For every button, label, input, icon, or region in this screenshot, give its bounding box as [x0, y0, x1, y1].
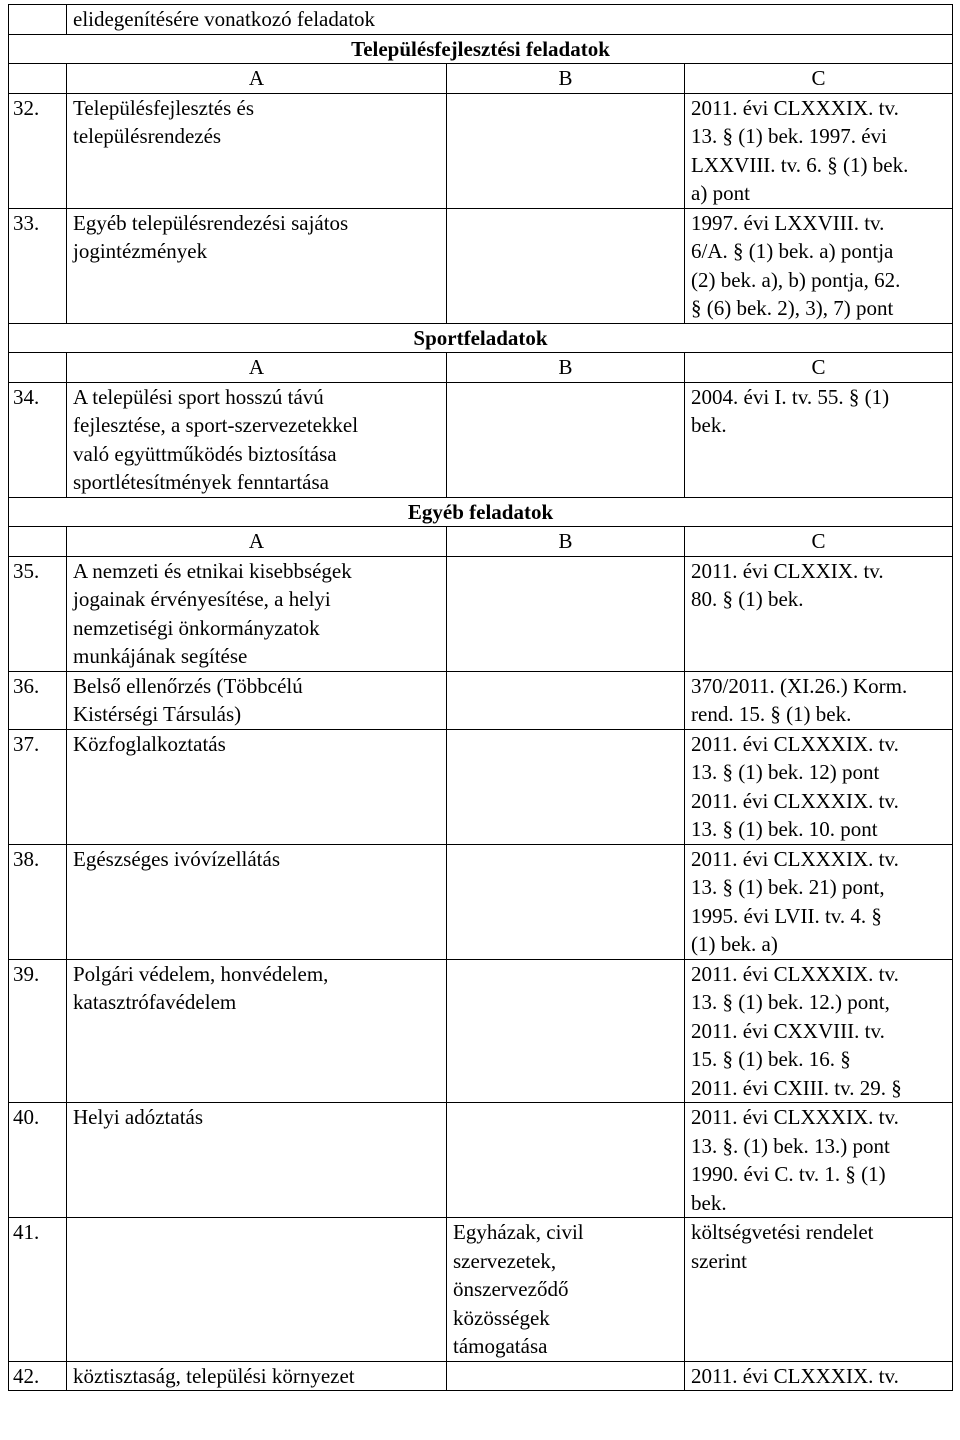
legal-basis-cell: 2011. évi CLXXXIX. tv. 13. § (1) bek. 12.) pont, 2011. évi CXXVIII. tv. 15. § (1) bek. 16. § 2011. évi CXIII. tv. 29. § — [685, 959, 953, 1103]
section-title: Egyéb feladatok — [9, 497, 953, 527]
table-row — [9, 844, 953, 959]
table-row — [9, 556, 953, 671]
table-row — [9, 959, 953, 1103]
task-cell-a: köztisztaság, települési környezet — [67, 1361, 447, 1391]
column-header-row — [9, 64, 953, 94]
task-cell-b — [447, 959, 685, 1103]
column-header-blank — [9, 353, 67, 383]
row-text: elidegenítésére vonatkozó feladatok — [67, 5, 953, 35]
column-header-blank — [9, 527, 67, 557]
task-cell-a: Közfoglalkoztatás — [67, 729, 447, 844]
column-header: A — [67, 64, 447, 94]
legal-basis-cell: 2011. évi CLXXXIX. tv. 13. § (1) bek. 1997. évi LXXVIII. tv. 6. § (1) bek. a) pont — [685, 93, 953, 208]
section-header-row — [9, 323, 953, 353]
legal-basis-cell: 1997. évi LXXVIII. tv. 6/A. § (1) bek. a) pontja (2) bek. a), b) pontja, 62. § (6) bek. 2), 3), 7) pont — [685, 208, 953, 323]
column-header: A — [67, 527, 447, 557]
column-header: B — [447, 527, 685, 557]
table-row — [9, 1361, 953, 1391]
legal-basis-cell: 2011. évi CLXXIX. tv. 80. § (1) bek. — [685, 556, 953, 671]
section-title: Településfejlesztési feladatok — [9, 34, 953, 64]
task-cell-a: Helyi adóztatás — [67, 1103, 447, 1218]
row-number: 40. — [9, 1103, 67, 1218]
section-title: Sportfeladatok — [9, 323, 953, 353]
task-cell-a: A nemzeti és etnikai kisebbségek jogainak érvényesítése, a helyi nemzetiségi önkormányzatok munkájának segítése — [67, 556, 447, 671]
table-row — [9, 1103, 953, 1218]
column-header: C — [685, 64, 953, 94]
task-cell-b: Egyházak, civil szervezetek, önszerveződő közösségek támogatása — [447, 1218, 685, 1362]
row-number: 35. — [9, 556, 67, 671]
row-number: 41. — [9, 1218, 67, 1362]
row-number: 42. — [9, 1361, 67, 1391]
task-cell-a: Polgári védelem, honvédelem, katasztrófavédelem — [67, 959, 447, 1103]
legal-basis-cell: 2004. évi I. tv. 55. § (1) bek. — [685, 382, 953, 497]
task-cell-b — [447, 1361, 685, 1391]
row-number: 33. — [9, 208, 67, 323]
table-row — [9, 208, 953, 323]
row-number — [9, 5, 67, 35]
row-number: 32. — [9, 93, 67, 208]
table-row — [9, 1218, 953, 1362]
task-cell-a — [67, 1218, 447, 1362]
task-cell-b — [447, 1103, 685, 1218]
column-header: B — [447, 64, 685, 94]
column-header: C — [685, 353, 953, 383]
column-header: A — [67, 353, 447, 383]
section-header-row — [9, 34, 953, 64]
task-cell-b — [447, 671, 685, 729]
task-cell-b — [447, 556, 685, 671]
table-row — [9, 729, 953, 844]
task-cell-b — [447, 382, 685, 497]
row-number: 38. — [9, 844, 67, 959]
legal-basis-cell: költségvetési rendelet szerint — [685, 1218, 953, 1362]
row-number: 34. — [9, 382, 67, 497]
column-header: C — [685, 527, 953, 557]
column-header-blank — [9, 64, 67, 94]
table-row — [9, 5, 953, 35]
table-row — [9, 382, 953, 497]
column-header: B — [447, 353, 685, 383]
task-cell-a: A települési sport hosszú távú fejlesztése, a sport-szervezetekkel való együttműködés biztosítása sportlétesítmények fenntartása — [67, 382, 447, 497]
table-row — [9, 671, 953, 729]
task-cell-b — [447, 729, 685, 844]
legal-basis-cell: 2011. évi CLXXXIX. tv. — [685, 1361, 953, 1391]
task-cell-b — [447, 844, 685, 959]
column-header-row — [9, 527, 953, 557]
legal-basis-cell: 2011. évi CLXXXIX. tv. 13. §. (1) bek. 13.) pont 1990. évi C. tv. 1. § (1) bek. — [685, 1103, 953, 1218]
section-header-row — [9, 497, 953, 527]
column-header-row — [9, 353, 953, 383]
row-number: 36. — [9, 671, 67, 729]
legal-basis-cell: 2011. évi CLXXXIX. tv. 13. § (1) bek. 12) pont 2011. évi CLXXXIX. tv. 13. § (1) bek. 10. pont — [685, 729, 953, 844]
legal-basis-cell: 2011. évi CLXXXIX. tv. 13. § (1) bek. 21) pont, 1995. évi LVII. tv. 4. § (1) bek. a) — [685, 844, 953, 959]
legal-basis-cell: 370/2011. (XI.26.) Korm. rend. 15. § (1) bek. — [685, 671, 953, 729]
task-cell-b — [447, 93, 685, 208]
row-number: 39. — [9, 959, 67, 1103]
task-table — [8, 4, 953, 1391]
task-cell-b — [447, 208, 685, 323]
table-row — [9, 93, 953, 208]
task-cell-a: Településfejlesztés és településrendezés — [67, 93, 447, 208]
task-cell-a: Egészséges ivóvízellátás — [67, 844, 447, 959]
task-cell-a: Egyéb településrendezési sajátos jogintézmények — [67, 208, 447, 323]
row-number: 37. — [9, 729, 67, 844]
task-cell-a: Belső ellenőrzés (Többcélú Kistérségi Társulás) — [67, 671, 447, 729]
